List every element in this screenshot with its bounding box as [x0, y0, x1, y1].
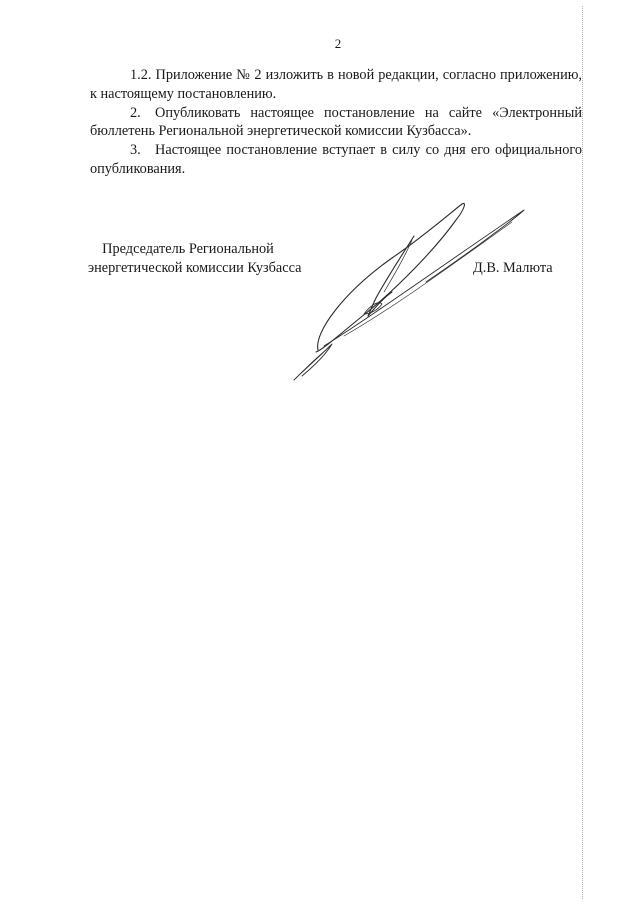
paragraph-1-2: 1.2. Приложение № 2 изложить в новой редакции, согласно приложению, к настоящему постановлению.: [90, 67, 582, 102]
document-body: [90, 66, 582, 179]
handwritten-signature-image: [286, 196, 536, 388]
page-number: 2: [334, 36, 342, 51]
signatory-name: Д.В. Малюта: [473, 260, 553, 276]
paragraph-2: 2. Опубликовать настоящее постановление на сайте «Электронный бюллетень Региональной энергетической комиссии Кузбасса».: [90, 104, 582, 139]
signatory-position-line-2: энергетической комиссии Кузбасса: [88, 260, 302, 276]
page-edge-divider: [582, 6, 583, 899]
signatory-position-line-1: Председатель Региональной: [102, 241, 274, 257]
signatory-position: [88, 240, 302, 278]
paragraph-3: 3. Настоящее постановление вступает в силу со дня его официального опубликования.: [90, 142, 582, 177]
